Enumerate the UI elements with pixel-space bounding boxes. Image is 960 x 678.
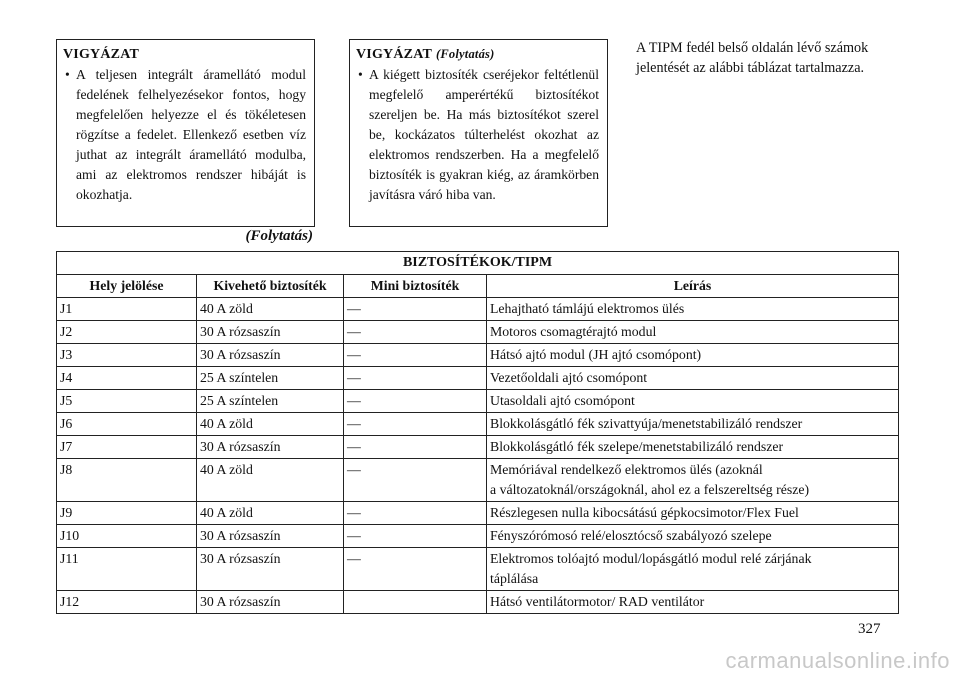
table-row — [57, 367, 899, 390]
cell-description — [487, 525, 899, 548]
cell-description — [487, 344, 899, 367]
description-line: Blokkolásgátló fék szelepe/menetstabilizáló rendszer — [490, 439, 784, 454]
cell-removable-fuse: 40 A zöld — [197, 502, 344, 525]
table-row — [57, 298, 899, 321]
cell-mini-fuse: — — [344, 436, 487, 459]
table-row — [57, 436, 899, 459]
cell-mini-fuse: — — [344, 525, 487, 548]
table-row — [57, 548, 899, 591]
description-line: Memóriával rendelkező elektromos ülés (azoknál — [490, 462, 763, 477]
warning-title-text: VIGYÁZAT — [356, 47, 433, 62]
table-row — [57, 413, 899, 436]
fuse-table — [56, 251, 899, 614]
warning-title-left — [63, 46, 306, 63]
cell-mini-fuse: — — [344, 321, 487, 344]
cell-mini-fuse: — — [344, 459, 487, 502]
cell-mini-fuse: — — [344, 502, 487, 525]
table-row — [57, 502, 899, 525]
cell-location: J5 — [57, 390, 197, 413]
description-line: Utasoldali ajtó csomópont — [490, 393, 635, 408]
cell-description — [487, 548, 899, 591]
intro-paragraph: A TIPM fedél belső oldalán lévő számok jelentését az alábbi táblázat tartalmazza. — [636, 40, 869, 76]
cell-removable-fuse: 25 A színtelen — [197, 390, 344, 413]
warning-body-right: A kiégett biztosíték cseréjekor feltétlenül megfelelő amperértékű biztosítékot szereljen be. Ha más biztosítékot szerel be, kockázatos túlterhelést okozhat az elektromos rendszerben. Ha a megfelelő biztosíték is gyakran kiég, az áramkörben javításra váró hiba van. — [369, 67, 599, 202]
warning-text-right — [356, 65, 599, 205]
table-caption-row — [57, 252, 899, 275]
cell-location: J2 — [57, 321, 197, 344]
cell-removable-fuse: 30 A rózsaszín — [197, 436, 344, 459]
table-caption: BIZTOSÍTÉKOK/TIPM — [57, 252, 899, 275]
cell-removable-fuse: 30 A rózsaszín — [197, 321, 344, 344]
cell-location: J7 — [57, 436, 197, 459]
warning-subtitle: (Folytatás) — [436, 47, 495, 61]
cell-removable-fuse: 30 A rózsaszín — [197, 548, 344, 591]
description-line: Lehajtható támlájú elektromos ülés — [490, 301, 685, 316]
bullet-icon: • — [65, 67, 70, 82]
warning-title-right — [356, 46, 599, 63]
watermark: carmanualsonline.info — [725, 648, 950, 673]
description-line: Részlegesen nulla kibocsátású gépkocsimotor/Flex Fuel — [490, 505, 799, 520]
cell-description — [487, 459, 899, 502]
description-line: Blokkolásgátló fék szivattyúja/menetstabilizáló rendszer — [490, 416, 803, 431]
table-row — [57, 321, 899, 344]
warning-text-left — [63, 65, 306, 205]
description-line-continued: táplálása — [490, 571, 539, 586]
cell-location: J8 — [57, 459, 197, 502]
cell-removable-fuse: 30 A rózsaszín — [197, 344, 344, 367]
table-row — [57, 459, 899, 502]
cell-mini-fuse: — — [344, 413, 487, 436]
cell-description — [487, 502, 899, 525]
cell-description — [487, 367, 899, 390]
table-row — [57, 525, 899, 548]
cell-removable-fuse: 25 A színtelen — [197, 367, 344, 390]
cell-description — [487, 436, 899, 459]
cell-description — [487, 298, 899, 321]
header-description: Leírás — [487, 275, 899, 298]
cell-removable-fuse: 40 A zöld — [197, 298, 344, 321]
cell-description — [487, 413, 899, 436]
header-location: Hely jelölése — [57, 275, 197, 298]
cell-description — [487, 321, 899, 344]
cell-location: J1 — [57, 298, 197, 321]
cell-location: J3 — [57, 344, 197, 367]
description-line: Vezetőoldali ajtó csomópont — [490, 370, 648, 385]
cell-removable-fuse: 40 A zöld — [197, 459, 344, 502]
table-header-row — [57, 275, 899, 298]
header-mini-fuse: Mini biztosíték — [344, 275, 487, 298]
warning-box-right — [349, 39, 608, 227]
cell-location: J12 — [57, 591, 197, 614]
description-line: Motoros csomagtérajtó modul — [490, 324, 657, 339]
bullet-icon: • — [358, 67, 363, 82]
warning-title-text: VIGYÁZAT — [63, 47, 140, 62]
cell-mini-fuse: — — [344, 367, 487, 390]
cell-mini-fuse: — — [344, 344, 487, 367]
warning-box-left — [56, 39, 315, 227]
header-removable-fuse: Kivehető biztosíték — [197, 275, 344, 298]
cell-location: J6 — [57, 413, 197, 436]
table-row — [57, 344, 899, 367]
cell-description — [487, 591, 899, 614]
cell-location: J9 — [57, 502, 197, 525]
description-line: Fényszórómosó relé/elosztócső szabályozó szelepe — [490, 528, 772, 543]
page-number: 327 — [858, 621, 881, 637]
description-line-continued: a változatoknál/országoknál, ahol ez a felszereltség része) — [490, 482, 810, 497]
cell-mini-fuse: — — [344, 390, 487, 413]
table-body — [57, 298, 899, 614]
cell-mini-fuse — [344, 591, 487, 614]
cell-location: J4 — [57, 367, 197, 390]
cell-location: J11 — [57, 548, 197, 591]
cell-mini-fuse: — — [344, 548, 487, 591]
cell-removable-fuse: 30 A rózsaszín — [197, 525, 344, 548]
table-row — [57, 591, 899, 614]
description-line: Hátsó ajtó modul (JH ajtó csomópont) — [490, 347, 702, 362]
table-row — [57, 390, 899, 413]
warning-body-left: A teljesen integrált áramellátó modul fedelének felhelyezésekor fontos, hogy megfelelően helyezze el és tökéletesen rögzítse a fedelet. Ellenkező esetben víz juthat az integrált áramellátó modulba, ami az elektromos rendszer hibáját is okozhatja. — [76, 67, 306, 202]
cell-removable-fuse: 30 A rózsaszín — [197, 591, 344, 614]
description-line: Elektromos tolóajtó modul/lopásgátló modul relé zárjának — [490, 551, 812, 566]
continued-label: (Folytatás) — [245, 228, 313, 244]
cell-mini-fuse: — — [344, 298, 487, 321]
cell-removable-fuse: 40 A zöld — [197, 413, 344, 436]
description-line: Hátsó ventilátormotor/ RAD ventilátor — [490, 594, 705, 609]
cell-description — [487, 390, 899, 413]
cell-location: J10 — [57, 525, 197, 548]
